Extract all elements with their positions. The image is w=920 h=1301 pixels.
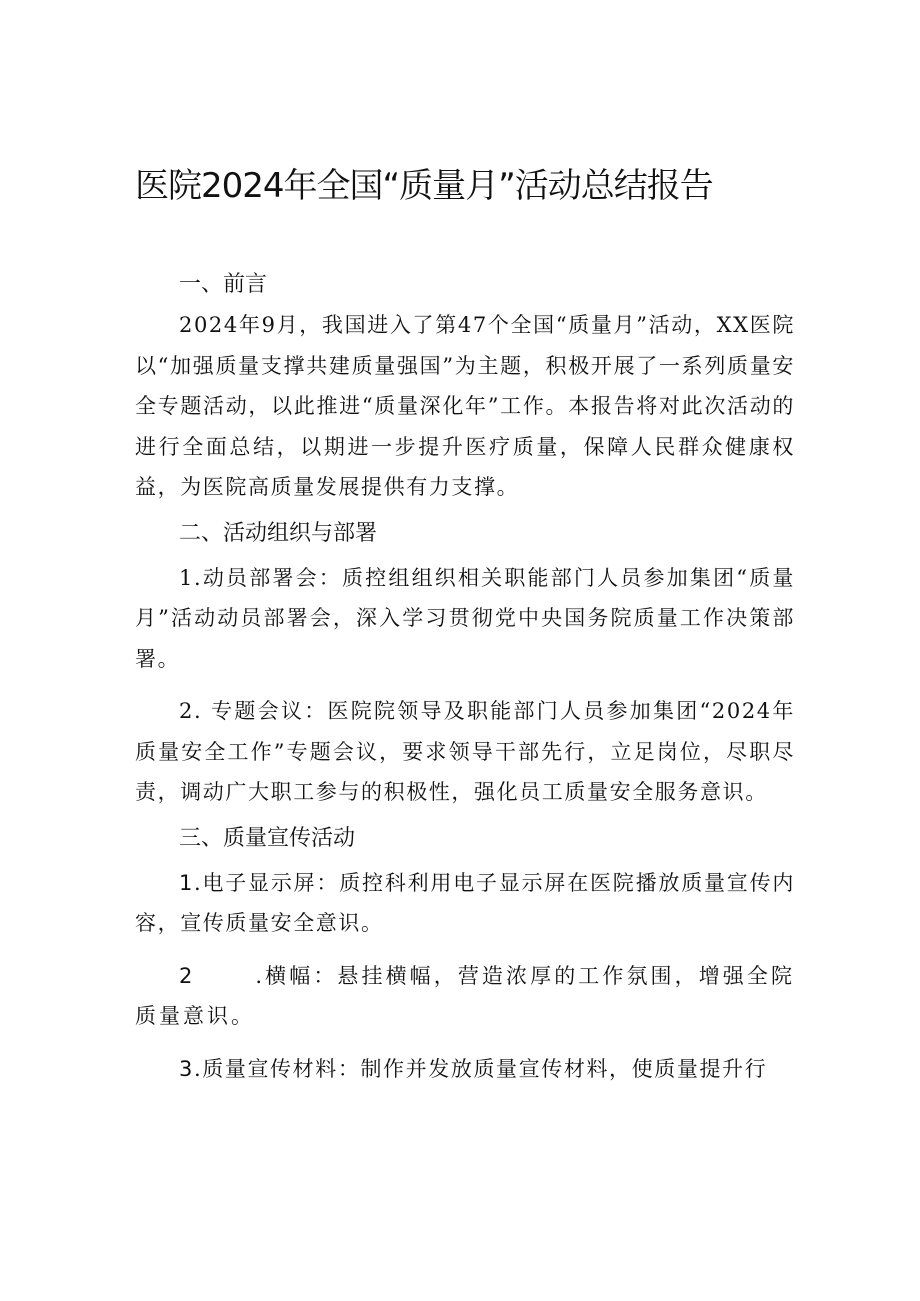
- section-heading-publicity: 三、质量宣传活动: [179, 825, 356, 851]
- publicity-item-1-number: 1: [179, 870, 194, 895]
- organization-paragraph-2: 2. 专题会议：医院院领导及职能部门人员参加集团“2024年质量安全工作”专题会议，要求领导干部先行，立足岗位，尽职尽责，调动广大职工参与的积极性，强化员工质量安全服务意识。: [135, 699, 795, 804]
- publicity-item-3-text: .质量宣传材料：制作并发放质量宣传材料，使质量提升行: [193, 1056, 768, 1081]
- document-body: [135, 265, 795, 1089]
- section-heading-organization: 二、活动组织与部署: [179, 520, 378, 546]
- publicity-item-3: [135, 1049, 795, 1090]
- publicity-item-2-number: 2: [179, 963, 196, 988]
- publicity-item-1-text: .电子显示屏：质控科利用电子显示屏在医院播放质量宣传内容，宣传质量安全意识。: [135, 870, 795, 935]
- document-title: 医院2024年全国“质量月”活动总结报告: [135, 166, 713, 206]
- organization-paragraph-1: 1.动员部署会：质控组组织相关职能部门人员参加集团“质量月”活动动员部署会，深入学习贯彻党中央国务院质量工作决策部署。: [135, 565, 795, 671]
- publicity-item-3-number: 3: [179, 1056, 194, 1081]
- publicity-item-2: [135, 956, 795, 1037]
- section-heading-preface: 一、前言: [179, 272, 268, 297]
- publicity-item-1: [135, 863, 795, 944]
- publicity-item-2-text: .横幅：悬挂横幅，营造浓厚的工作氛围，增强全院质量意识。: [135, 963, 795, 1028]
- preface-paragraph: 2024年9月，我国进入了第47个全国“质量月”活动，XX医院以“加强质量支撑共建质量强国”为主题，积极开展了一系列质量安全专题活动，以此推进“质量深化年”工作。本报告将对此次活动的进行全面总结，以期进一步提升医疗质量，保障人民群众健康权益，为医院高质量发展提供有力支撑。: [135, 313, 795, 499]
